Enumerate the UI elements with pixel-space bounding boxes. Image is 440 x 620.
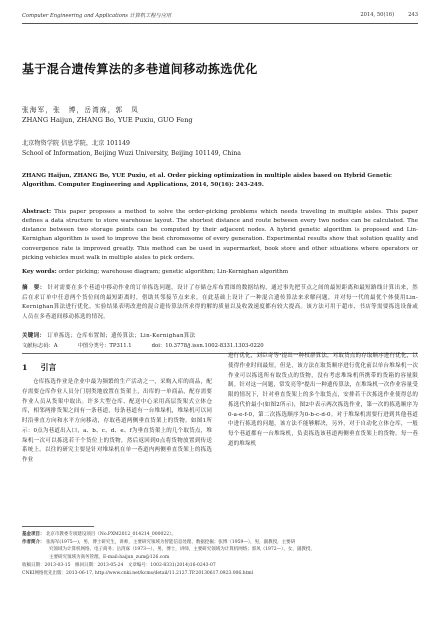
introduction-paragraph: 仓库拣选作业是企业中最为频繁的生产活动之一，采购入库的商品，配存需要仓库作业人员分门别类地放置在货架上，出库的一单商品，配存需要作业人员从货架中取出。许多大型仓库、配送中心采用高层货架式立体仓库，相邻两排货架之间有一条巷道，每条巷道有一台堆垛机，堆垛机可以同时沿垂直方向和水平方向移动，存取巷道两侧垂直货架上的货物。如图1所示：0点为巷道出入口，a、b、c、d、e、f为垂直货架上的几个取货点，堆垛机一次可以拣选若干个货位上的货物，然后返回到0点将货物放置到传送系统上。以往的研究主要是针对堆垛机在单一巷道内两侧垂直货架上的拣选作业 [22, 379, 212, 464]
page-number: 243 [408, 12, 418, 18]
abstract-cn-label: 摘 要： [22, 285, 46, 291]
abstract-cn-text: 针对需要在多个巷道中移动作业的订单拣选问题，设计了存储仓库布置图的数据结构，通过事先把节点之间的最短距离和最短路线计算出来，然后在求订单中任意两个货位间的最短距离时，借助其邻接节点来求。在此基础上设计了一种混合遗传算法来求解问题，并对每一代的最优个体使用Lin-Kernighan算法进行优化。实验结果表明改进的混合遗传算法所求得的解的质量以及收敛速度都有较大提高。该方法可用于超市、书店等需要拣选设备或人员在多巷道间移动拣选的情况。 [22, 285, 419, 320]
paper-title: 基于混合遗传算法的多巷道间移动拣选优化 [22, 62, 258, 76]
authors-english: ZHANG Haijun, ZHANG Bo, YUE Puxiu, GUO Feng [22, 116, 193, 124]
author-note [22, 539, 418, 547]
fund-text: 北京市教委专项建设项目（No.PXM2012_014214_000022）。 [45, 532, 176, 537]
issue-volume: 2014, 50(16) [360, 12, 395, 18]
abstract-english [22, 208, 418, 263]
document-code: 文献标志码：A [22, 343, 58, 349]
abstract-chinese [22, 284, 418, 323]
introduction-continued: 进行优化，刘臣奇等¹提出一种权群算法，对取货点的存取顺序进行优化，以使得作业时间最短。但是，该方法在取货顺序进行优化前以单台堆垛机一次作业可以拣选所有取货点的货物，没有考虑堆垛机所携带的货箱的容量限制。针对这一问题，常发亮等²提出一种遗传算法，在堆垛机一次作业容量受限的情况下，针对垂直货架上的多个取货点，安排若干次拣选作业使得总的拣选代价最小(如图2所示)，图2中表示两次拣选作业，第一次的拣选顺序为0-a-e-f-0，第二次拣选顺序为0-b-c-d-0。对于堆垛机需要行进到其他巷道中进行拣选的问题，该方法不能够解决，另外，对于自动化立体仓库，一般每个巷道都有一台堆垛机，负责拣选该巷道两侧垂直货架上的货物。每一巷道的堆垛机 [228, 353, 418, 448]
abstract-label: Abstract: [22, 209, 52, 215]
author-note-label: 作者简介： [22, 539, 45, 545]
classification-number: 中图分类号：TP311.1 [77, 343, 132, 349]
keywords-label: Key words: [22, 269, 57, 275]
author-note-line-3: 主要研究领域为商务管理。E-mail:haijun_zum@126.com [49, 555, 170, 561]
keywords-cn-text: 订单拣选；仓库布置图；遗传算法；Lin-Kernighan算法 [47, 333, 196, 339]
abstract-text: This paper proposes a method to solve the order-picking problems which needs traveling in multiple aisles. This paper defines a data structure to store warehouse layout. The shortest distance and route between every two nodes can be calculated. The distance between two storage points can be computed by their adjacent nodes. A hybrid genetic algorithm is proposed and Lin-Kernighan algorithm is used to improve the best chromosome of every generation. Experimental results show that solution quality and convergence rate is improved greatly. This method can be used in supermarket, book store and other situations where operators or picking vehicles must walk in multiple aisles to pick orders. [22, 209, 418, 261]
article-identifiers [22, 341, 418, 349]
body-column-left [22, 362, 212, 466]
doi[interactable]: doi：10.3778/j.issn.1002-8331.1303-0220 [151, 343, 264, 349]
citation: ZHANG Haijun, ZHANG Bo, YUE Puxiu, et al. Order picking optimization in multiple aisles based on Hybrid Genetic Algorithm. Computer Engineering and Applications, 2014, 50(16): 243-249. [22, 173, 392, 188]
fund-note [22, 531, 418, 539]
journal-name: Computer Engineering and Applications 计算机工程与应用 [22, 12, 172, 19]
keywords-chinese [22, 331, 418, 339]
footnote-divider [22, 526, 94, 527]
keywords-text: order picking; warehouse diagram; genetic algorithm; Lin-Kernighan algorithm [58, 269, 289, 275]
section-number: 1 [22, 363, 28, 372]
running-header [22, 8, 418, 22]
authors-chinese: 张海军，张 博，岳湾庥，郭 凤 [22, 106, 139, 114]
keywords-english [22, 268, 418, 277]
issue-info [360, 12, 418, 18]
affiliation-chinese: 北京物资学院 信息学院，北京 101149 [22, 140, 130, 147]
header-divider [22, 23, 418, 24]
received-date: 收稿日期：2013-03-15 修回日期：2013-05-24 文章编号：1002-8331(2014)16-0243-07 [22, 562, 216, 568]
body-column-right [228, 352, 418, 450]
section-title: 引言 [40, 363, 57, 372]
author-note-line-2: 究领域为计算机网络、电子商务；岳湾庥（1973—），男，博士，讲师，主要研究领域为计算机网络；郭风（1972—），女，副教授， [49, 547, 315, 553]
section-heading [22, 362, 212, 373]
keywords-cn-label: 关键词： [22, 333, 46, 339]
online-publication[interactable]: CNKI网络优先出版：2013-06-17, http://www.cnki.net/kcms/detail/11.2127.TP.20130617.0923.006.html [22, 570, 254, 576]
footnotes [22, 531, 418, 577]
affiliation-english: School of Information, Beijing Wuzi University, Beijing 101149, China [22, 150, 241, 157]
fund-label: 基金项目： [22, 532, 45, 537]
author-note-line-1: 张海军(1975—)，男，博士研究生，讲师，主要研究领域为智能信息处理、数据挖掘；张博（1959—），男，副教授，主要研 [45, 539, 296, 545]
